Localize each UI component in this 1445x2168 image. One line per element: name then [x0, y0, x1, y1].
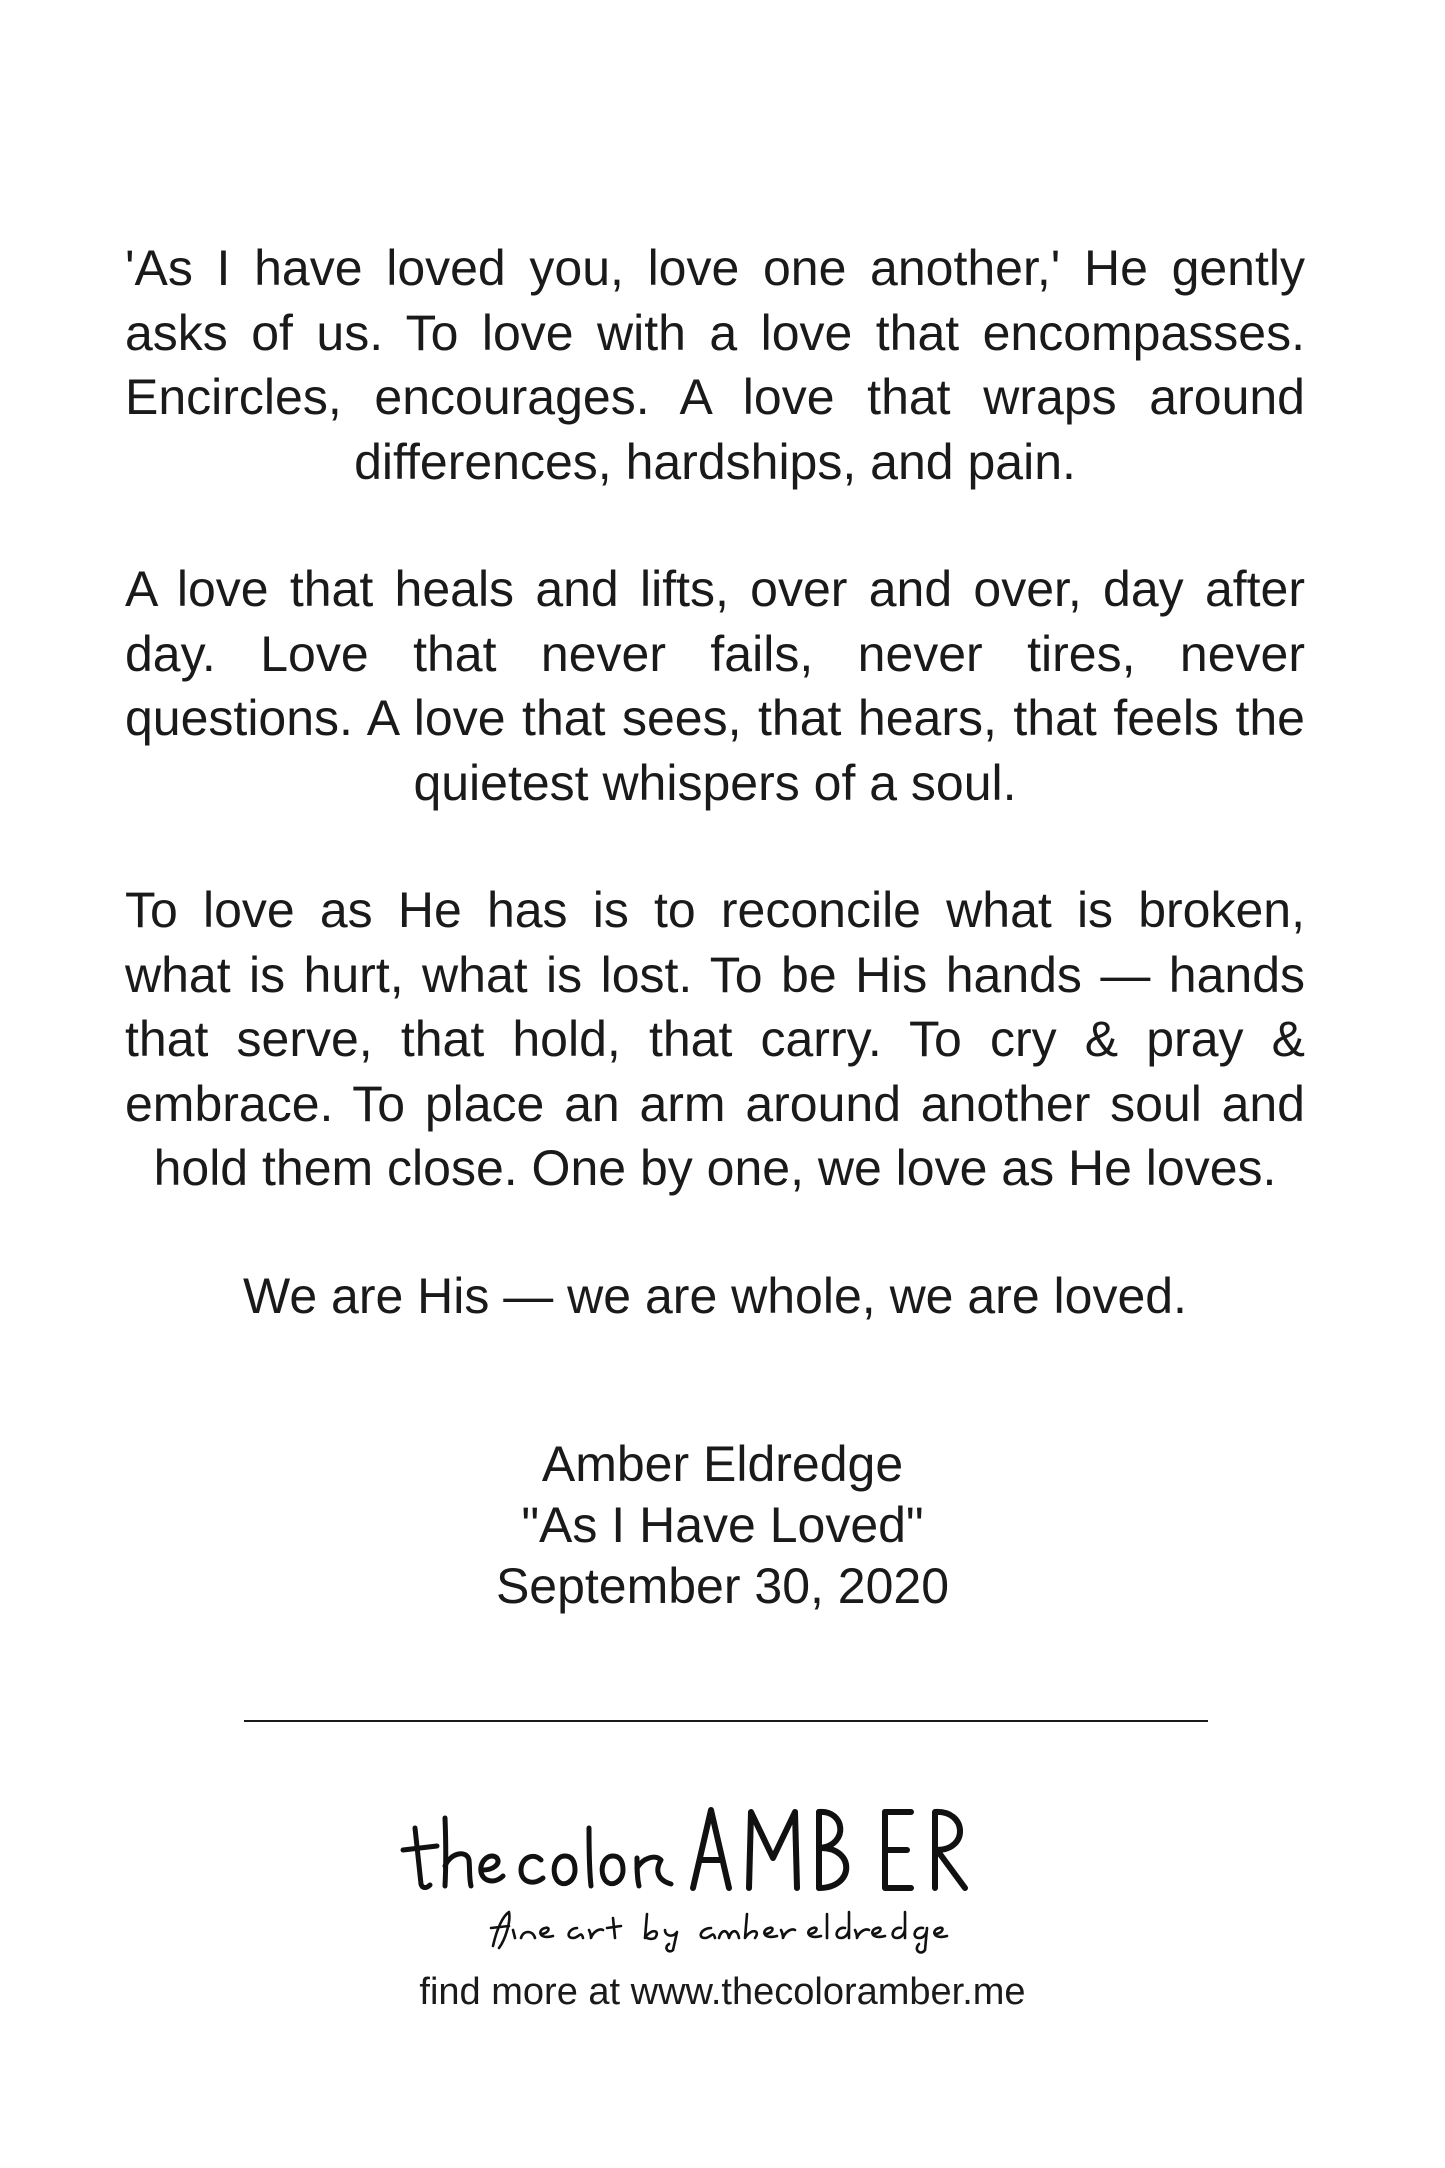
wordmark-script-art — [403, 1818, 671, 1888]
poem-stanza-3: To love as He has is to reconcile what is broken, what is hurt, what is lost. To be His hands — hands that serve, that hold, that carry. To cry & pray & embrace. To place an arm around another soul and hold them close. One by one, we love as He loves. — [125, 882, 1305, 1196]
website-footer: find more at www.thecoloramber.me — [419, 1971, 1026, 2013]
poem-body — [125, 236, 1305, 1391]
poem-date: September 30, 2020 — [495, 1558, 950, 1614]
poem-stanza-2: A love that heals and lifts, over and over, day after day. Love that never fails, never tires, never questions. A love that sees, that hears, that feels the quietest whispers of a soul. — [125, 561, 1305, 811]
signature-block — [0, 1434, 1445, 1617]
divider-line — [244, 1720, 1208, 1722]
poem-title: "As I Have Loved" — [521, 1497, 924, 1553]
tagline-art — [491, 1912, 947, 1952]
poem-stanza-4: We are His — we are whole, we are loved. — [243, 1267, 1187, 1324]
brand-logo-mark — [393, 1788, 1053, 1958]
wordmark-caps-art — [693, 1810, 965, 1888]
author-name: Amber Eldredge — [541, 1436, 904, 1492]
poem-stanza-1: 'As I have loved you, love one another,' He gently asks of us. To love with a love that encompasses. Encircles, encourages. A love that wraps around differences, hardships, and pain. — [125, 240, 1305, 490]
